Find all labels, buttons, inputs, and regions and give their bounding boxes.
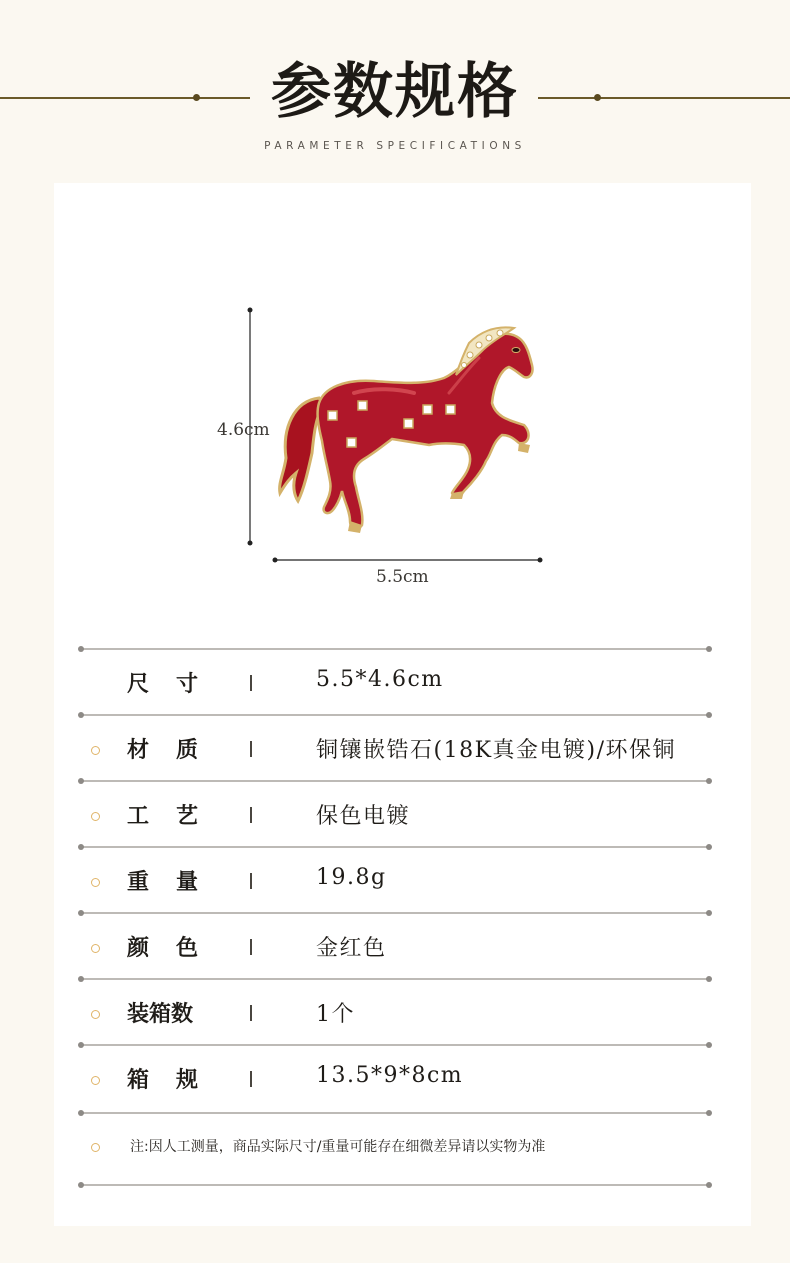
height-label: 4.6cm bbox=[217, 420, 270, 440]
page-title: 参数规格 bbox=[271, 57, 519, 127]
spec-row-material bbox=[54, 717, 751, 781]
spec-value: 铜镶嵌锆石(18K真金电镀)/环保铜 bbox=[316, 738, 677, 763]
separator-bar bbox=[250, 873, 252, 889]
measurement-note: 注:因人工测量，商品实际尺寸/重量可能存在细微差异请以实物为准 bbox=[130, 1139, 546, 1155]
product-figure bbox=[217, 293, 604, 613]
separator-bar bbox=[250, 1005, 252, 1021]
row-divider bbox=[80, 648, 710, 650]
horse-brooch-icon bbox=[224, 293, 604, 613]
spec-label: 颜色 bbox=[127, 935, 226, 961]
bullet-icon bbox=[91, 878, 100, 887]
bullet-icon bbox=[91, 944, 100, 953]
bullet-icon bbox=[91, 812, 100, 821]
row-divider bbox=[80, 846, 710, 848]
spec-value: 保色电镀 bbox=[316, 804, 411, 829]
spec-row-size bbox=[54, 651, 751, 715]
bullet-icon bbox=[91, 1010, 100, 1019]
separator-bar bbox=[250, 1071, 252, 1087]
row-divider bbox=[80, 1184, 710, 1186]
spec-value: 1个 bbox=[316, 1002, 355, 1027]
spec-value: 19.8g bbox=[316, 865, 387, 890]
row-divider bbox=[80, 780, 710, 782]
spec-value: 13.5*9*8cm bbox=[316, 1063, 464, 1088]
row-divider bbox=[80, 912, 710, 914]
spec-card bbox=[54, 183, 751, 1226]
separator-bar bbox=[250, 741, 252, 757]
spec-label: 重量 bbox=[127, 869, 226, 895]
spec-row-box-count bbox=[54, 981, 751, 1045]
page-subtitle: PARAMETER SPECIFICATIONS bbox=[264, 140, 526, 152]
spec-label: 工艺 bbox=[127, 803, 226, 829]
row-divider bbox=[80, 1112, 710, 1114]
spec-row-craft bbox=[54, 783, 751, 847]
header bbox=[0, 0, 790, 180]
separator-bar bbox=[250, 675, 252, 691]
spec-row-color bbox=[54, 915, 751, 979]
spec-value: 5.5*4.6cm bbox=[316, 667, 444, 692]
spec-row-weight bbox=[54, 849, 751, 913]
spec-label: 尺寸 bbox=[127, 671, 226, 697]
spec-row-box-size bbox=[54, 1047, 751, 1111]
row-divider bbox=[80, 978, 710, 980]
width-label: 5.5cm bbox=[376, 567, 429, 587]
spec-label: 箱规 bbox=[127, 1067, 226, 1093]
bullet-icon bbox=[91, 746, 100, 755]
separator-bar bbox=[250, 807, 252, 823]
row-divider bbox=[80, 1044, 710, 1046]
spec-value: 金红色 bbox=[316, 936, 387, 961]
spec-label: 材质 bbox=[127, 737, 226, 763]
bullet-icon bbox=[91, 1143, 100, 1152]
row-divider bbox=[80, 714, 710, 716]
bullet-icon bbox=[91, 1076, 100, 1085]
separator-bar bbox=[250, 939, 252, 955]
spec-label: 装箱数 bbox=[127, 1001, 194, 1027]
note-row bbox=[54, 1136, 751, 1200]
